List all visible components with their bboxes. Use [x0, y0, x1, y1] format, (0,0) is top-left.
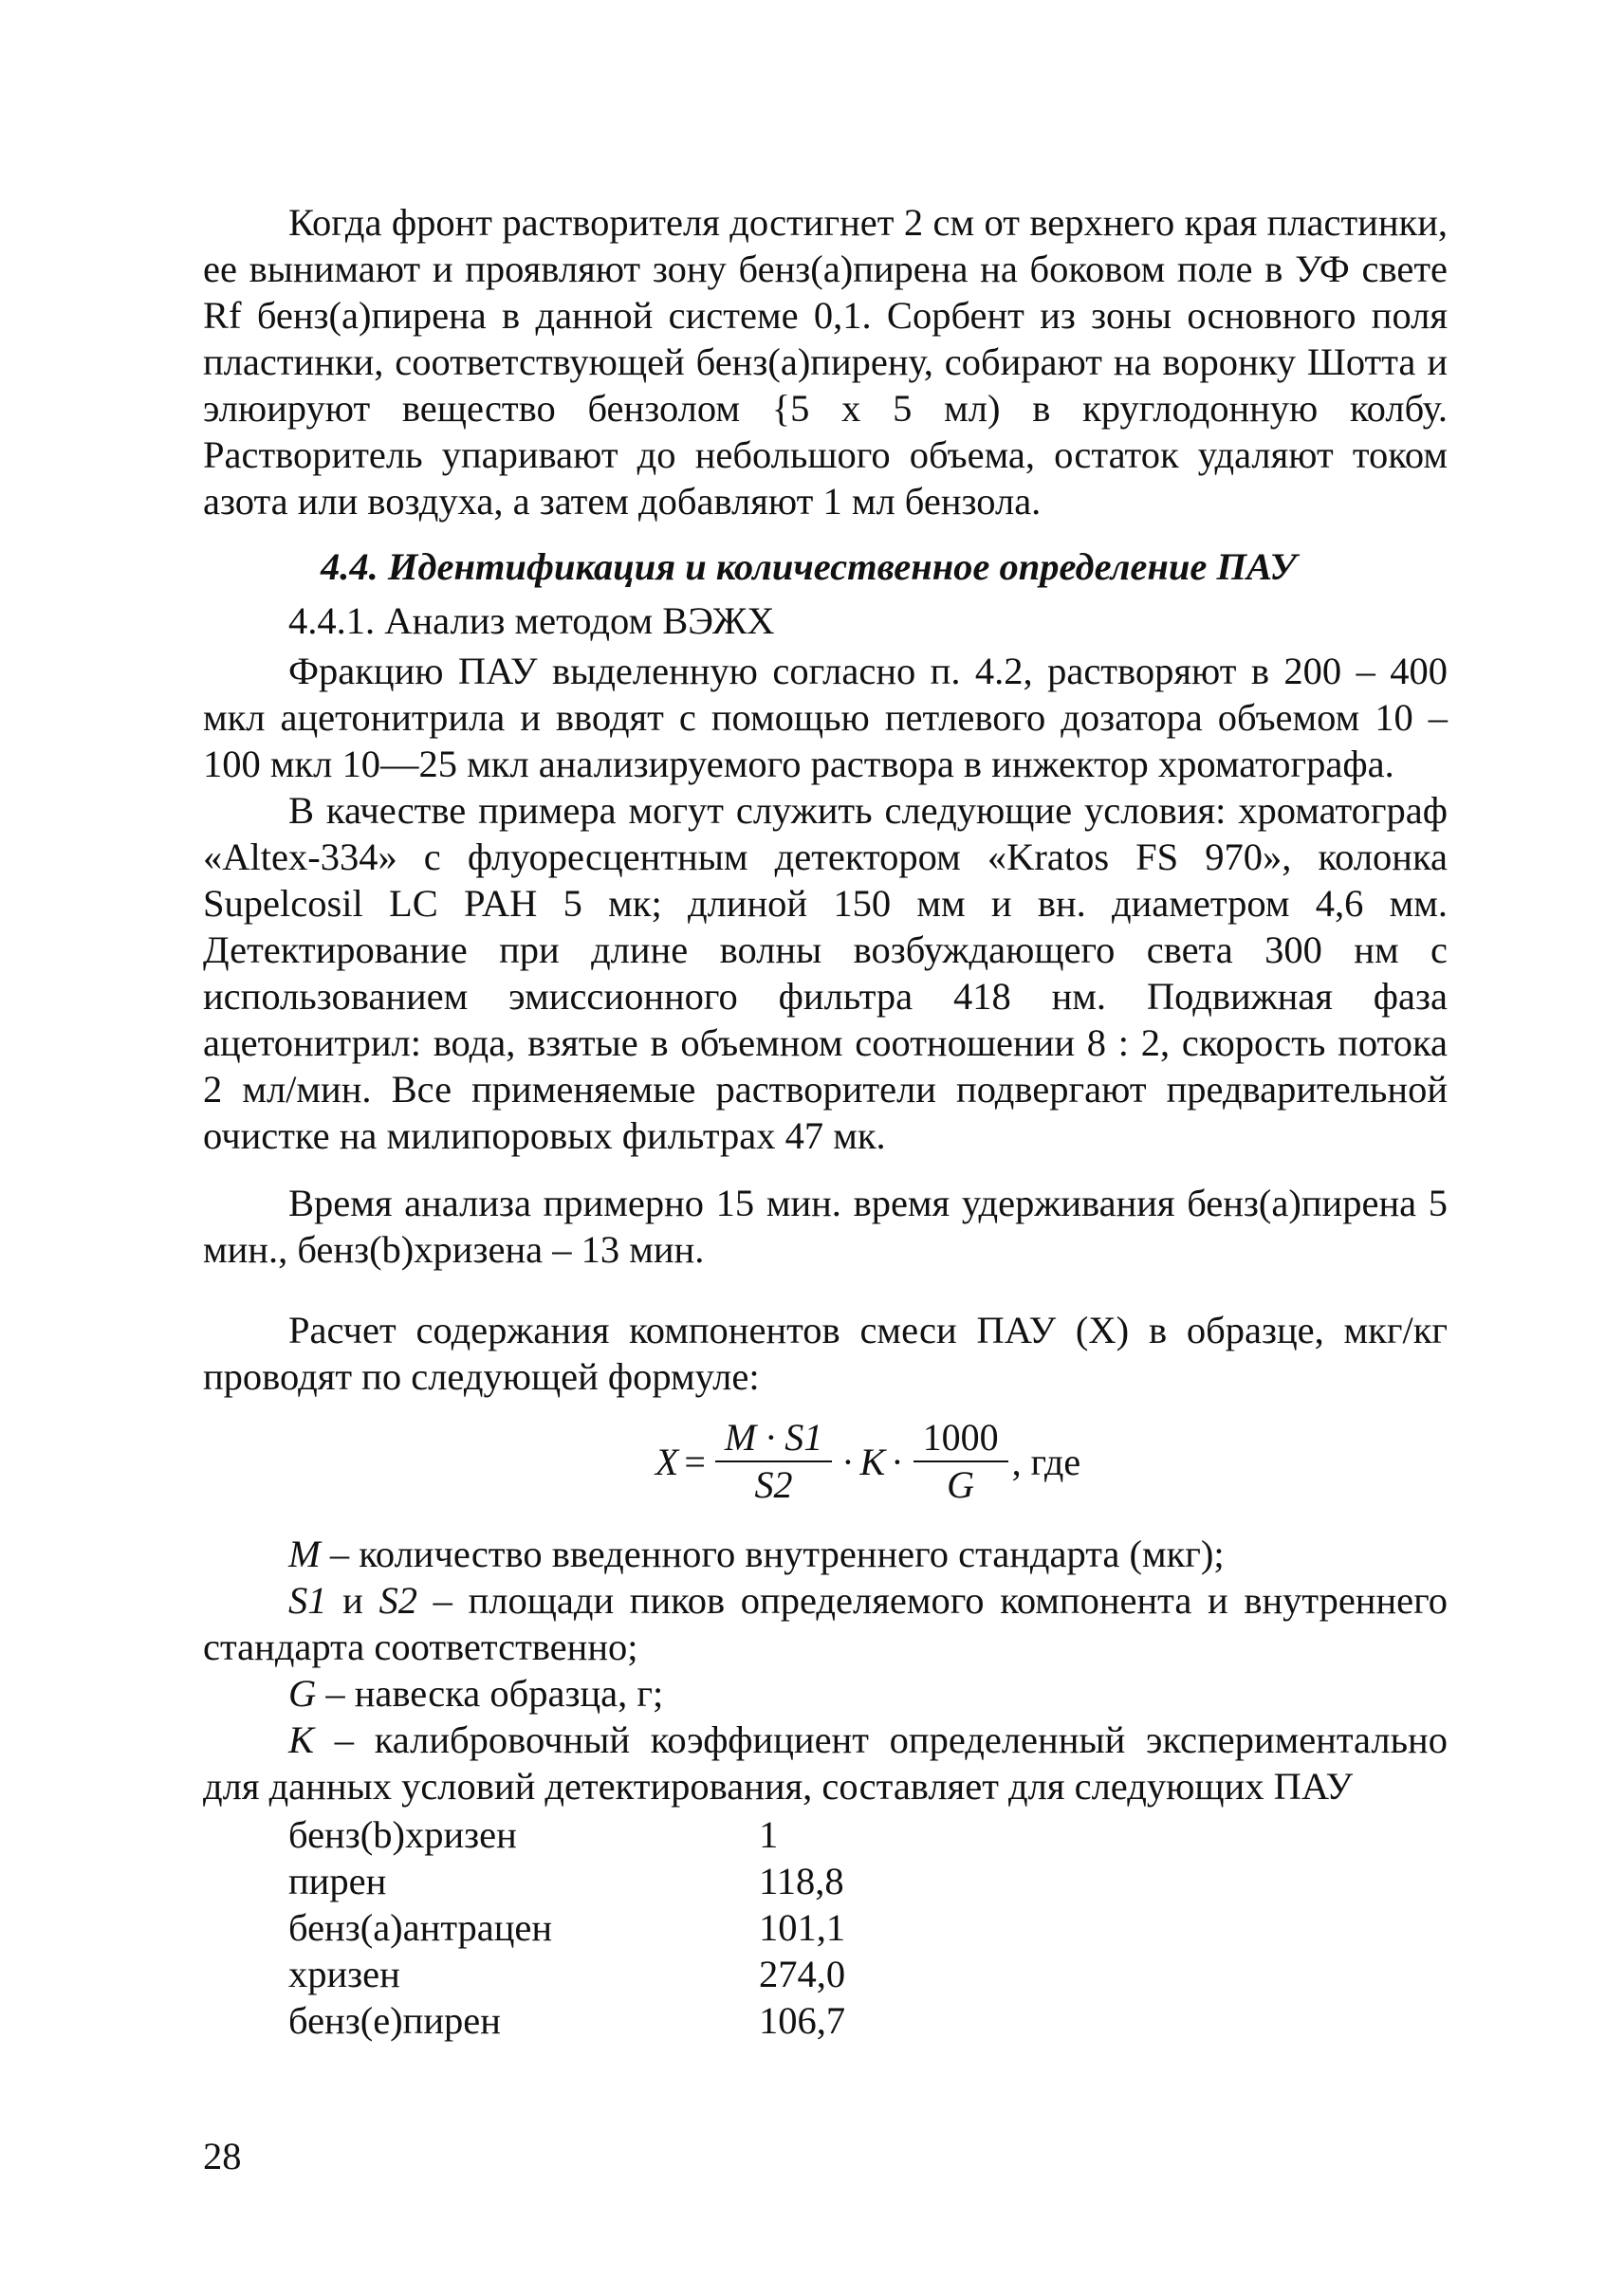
formula-mult-2: · [891, 1440, 904, 1483]
k-table-row [288, 1904, 1448, 1951]
formula-equals: = [684, 1440, 706, 1483]
k-table-value: 101,1 [759, 1906, 846, 1949]
definition-s-text: – площади пиков определяемого компонента и внутреннего стандарта соответственно; [203, 1579, 1448, 1668]
formula [203, 1417, 1448, 1506]
definition-k-symbol: K [288, 1718, 315, 1761]
definition-g-text: – навеска образца, г; [316, 1672, 664, 1715]
k-table-name: хризен [288, 1953, 400, 1995]
k-table-row [288, 1997, 1448, 2044]
k-table-value: 106,7 [759, 1999, 846, 2042]
formula-k: K [859, 1440, 886, 1483]
paragraph-calculation: Расчет содержания компонентов смеси ПАУ (X) в образце, мкг/кг проводят по следующей формуле: [203, 1309, 1448, 1398]
paragraph-fraction-dissolve: Фракцию ПАУ выделенную согласно п. 4.2, растворяют в 200 – 400 мкл ацетонитрила и вводят с помощью петлевого дозатора объемом 10 – 100 мкл 10—25 мкл анализируемого раствора в инжектор хроматографа. [203, 650, 1448, 785]
definition-k [203, 1717, 1448, 1809]
page-body [203, 199, 1448, 2044]
formula-fraction-2-numerator: 1000 [914, 1417, 1008, 1462]
formula-lhs: X [655, 1440, 679, 1483]
k-table-value: 274,0 [759, 1953, 846, 1995]
k-table-value: 118,8 [759, 1860, 844, 1902]
definition-g [203, 1670, 1448, 1717]
definition-s1-symbol: S1 [288, 1579, 327, 1622]
k-table-name: бенз(е)пирен [288, 1999, 501, 2042]
paragraph-conditions: В качестве примера могут служить следующие условия: хроматограф «Altex-334» с флуоресцентным детектором «Kratos FS 970», колонка Supelcosil LC PAH 5 мк; длиной 150 мм и вн. диаметром 4,6 мм. Детектирование при длине волны возбуждающего света 300 нм с использованием эмиссионного фильтра 418 нм. Подвижная фаза ацетонитрил: вода, взятые в объемном соотношении 8 : 2, скорость потока 2 мл/мин. Все применяемые растворители подвергают предварительной очистке на милипоровых фильтрах 47 мк. [203, 789, 1448, 1157]
definition-m [203, 1531, 1448, 1577]
formula-fraction-1 [715, 1417, 832, 1506]
k-table-name: бенз(а)антрацен [288, 1906, 553, 1949]
k-table-row [288, 1811, 1448, 1858]
formula-suffix: , где [1011, 1440, 1081, 1483]
formula-fraction-2 [914, 1417, 1008, 1506]
definitions [203, 1531, 1448, 1809]
definition-k-text: – калибровочный коэффициент определенный экспериментально для данных условий детектирования, составляет для следующих ПАУ [203, 1718, 1448, 1808]
k-table-row [288, 1858, 1448, 1904]
subsection-heading: 4.4.1. Анализ методом ВЭЖХ [288, 599, 775, 642]
k-table-name: пирен [288, 1860, 387, 1902]
formula-fraction-1-numerator: M · S1 [715, 1417, 832, 1462]
k-table-row [288, 1951, 1448, 1997]
formula-fraction-1-denominator: S2 [754, 1463, 793, 1506]
definition-g-symbol: G [288, 1672, 317, 1715]
definition-m-text: – количество введенного внутреннего стандарта (мкг); [320, 1533, 1225, 1575]
paragraph-tlc-elution: Когда фронт растворителя достигнет 2 см от верхнего края пластинки, ее вынимают и проявляют зону бенз(а)пирена на боковом поле в УФ свете Rf бенз(а)пирена в данной системе 0,1. Сорбент из зоны основного поля пластинки, соответствующей бенз(а)пирену, собирают на воронку Шотта и элюируют вещество бензолом {5 х 5 мл) в круглодонную колбу. Растворитель упаривают до небольшого объема, остаток удаляют током азота или воздуха, а затем добавляют 1 мл бензола. [203, 201, 1448, 523]
definition-s2-symbol: S2 [378, 1579, 417, 1622]
formula-fraction-2-denominator: G [947, 1463, 974, 1506]
page-number: 28 [203, 2135, 242, 2177]
definition-s-and: и [326, 1579, 379, 1622]
k-table-name: бенз(b)хризен [288, 1813, 517, 1856]
definition-s [203, 1577, 1448, 1670]
formula-mult-1: · [841, 1440, 855, 1483]
definition-m-symbol: M [288, 1533, 321, 1575]
k-coefficient-table [203, 1811, 1448, 2044]
paragraph-analysis-time: Время анализа примерно 15 мин. время удерживания бенз(а)пирена 5 мин., бенз(b)хризена – 13 мин. [203, 1182, 1448, 1271]
k-table-value: 1 [759, 1813, 779, 1856]
section-heading: 4.4. Идентификация и количественное определение ПАУ [321, 545, 1297, 588]
